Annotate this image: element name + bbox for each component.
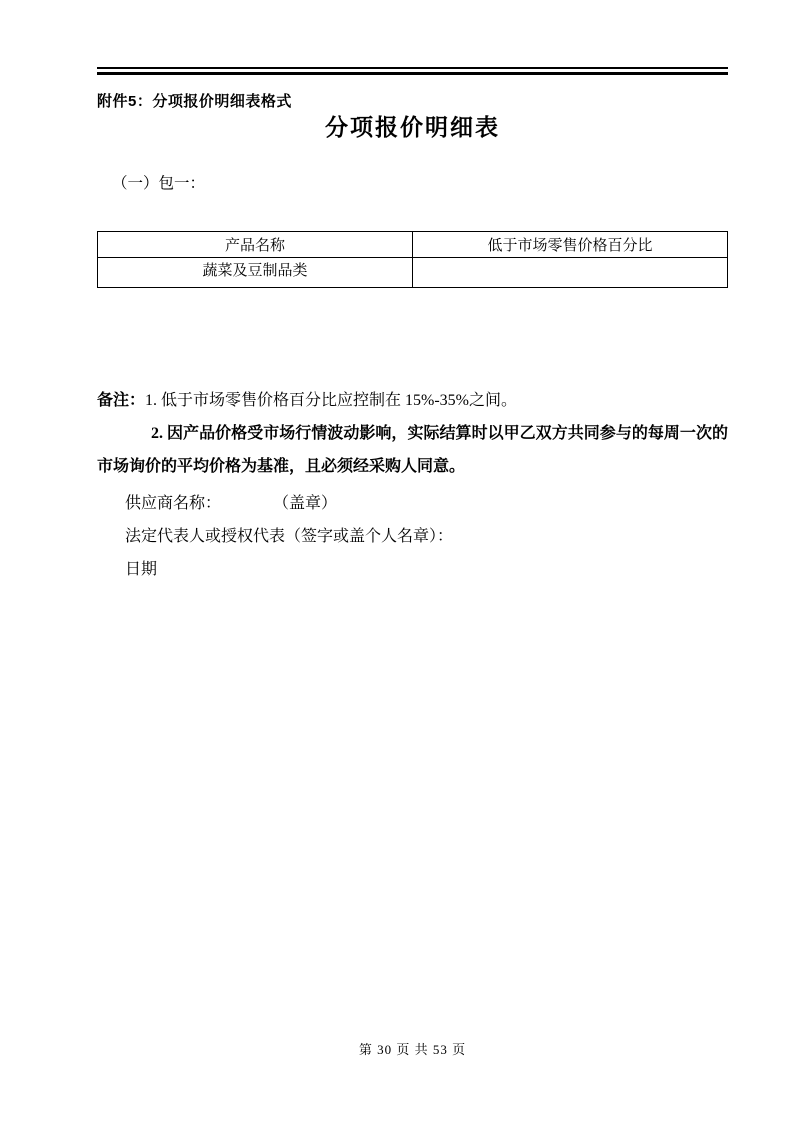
cell-product-name: 蔬菜及豆制品类 [98,258,413,288]
seal-label: （盖章） [281,495,338,512]
header-rule [97,67,728,75]
representative-line: 法定代表人或授权代表（签字或盖个人名章）： [125,528,454,545]
note-item-1-text: 1. 低于市场零售价格百分比应控制在 15%-35%之间。 [145,392,518,409]
price-table [97,231,728,288]
note-item-2: 2. 因产品价格受市场行情波动影响，实际结算时以甲乙双方共同参与的每周一次的市场询价的平均价格为基准，且必须经采购人同意。 [97,425,728,475]
note-item-1 [97,384,728,417]
date-line: 日期 [125,561,158,578]
signature-section [125,487,725,586]
table-header-row [98,232,728,258]
document-title: 分项报价明细表 [325,114,500,140]
supplier-name-line [125,487,725,520]
column-header-discount-percentage: 低于市场零售价格百分比 [413,232,728,258]
table-row [98,258,728,288]
page-number-footer: 第 30 页 共 53 页 [358,1042,467,1057]
attachment-label: 附件5：分项报价明细表格式 [97,93,292,110]
notes-label: 备注： [97,392,146,409]
column-header-product-name: 产品名称 [98,232,413,258]
cell-discount-percentage [413,258,728,288]
supplier-name-label: 供应商名称： [125,495,222,512]
section-label: （一）包一： [112,175,206,192]
notes-section [97,384,728,483]
